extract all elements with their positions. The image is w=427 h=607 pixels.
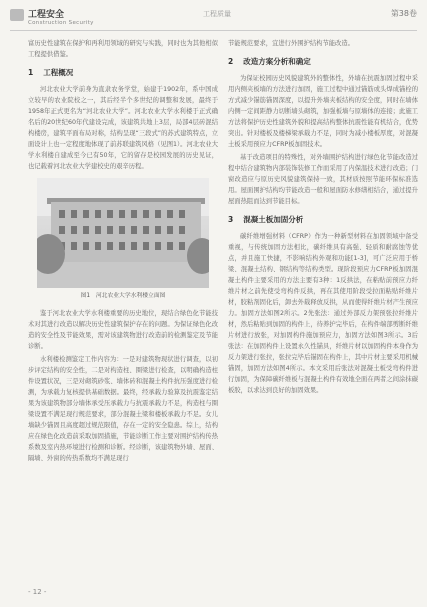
section-2-number: 2 [228, 57, 234, 66]
right-column [228, 38, 418, 398]
section-3-paragraph: 碳纤维增强材料（CFRP）作为一种新型材料在加固领域中备受重视，与传统加固方法相比，碳纤维具有高强、轻质和耐腐蚀等优点，并且施工快捷，不影响结构外观和功能[1-3]，可广泛应用于桥梁、混凝土结构、钢结构等结构类型。现阶段预应力CFRP板加固混凝土构件主要采用的方法主要有3种：1反拱法，在粘贴前预应力纤维片材之前先使受弯构件反拱，再在其使用阶段受拉面粘贴纤维片材，胶粘剂固化后，卸去外载释放反拱，从而使得纤维片材产生预应力。加固方法如图2所示。2先张法：通过外部反力架预张拉纤维片材，然后粘贴到加固的构件上，待养护完毕后，在构件端部剪断纤维片材进行放张，对加固构件施加预应力，加固方法如图3所示。3后张法：在加固构件上设置永久性锚具，纤维片材以加固构件本身作为反力架进行张拉，张拉完毕后锚固在构件上，其中片材主要采用机械锚固，加固方法如图4所示。本文采用后张法对混凝土板受弯构件进行加固，为保障碳纤维板与混凝土构件有效地全面在两者之间涂抹碳板胶，以求达到良好的加固效果。 [228, 233, 418, 394]
left-body-paragraph-1: 鉴于河北农业大学水利楼重要的历史地位，现结合绿色化节能技术对其进行改造以解决历史性建筑保护存在的问题。为保证绿色化改造的安全性及节能效果，需对该建筑物进行改造前的检测鉴定及节能诊断。 [28, 310, 218, 350]
section-2-paragraph-2: 基于改造项目的特殊性，对外墙围护结构进行绿色化节能改造过程中结合建筑物内部装饰装修工作而采用了内保温技术进行改造；门窗改造应与原历史风貌建筑保持一致，其材质按照节能环保标准选用。屋面围护结构均节能改造一般和屋面防水修缮相结合，通过提升屋面热阻而达到节能目标。 [228, 154, 418, 205]
section-1-heading [28, 67, 218, 78]
section-1-paragraph: 河北农业大学前身为直隶农务学堂，始建于1902年，系中国成立较早的农业院校之一，其后经半个多世纪的调整和发展，最终于1958年正式更名为“河北农业大学”。河北农业大学水利楼于正式确名后的20世纪60年代建设完成，该建筑共地上3层，局部4层砖混结构楼房，建筑平面布局对称，结构呈现“三段式”的苏式建筑特点，立面设计上也一定程度地体现了前苏联建筑风格（见图1）。河北农业大学水利楼自建成至今已有50年，它的留存是校园发展的历史见证，也记载着河北农业大学建校史的艰辛历程。 [28, 86, 218, 170]
section-2-title: 改造方案分析和确定 [243, 57, 311, 66]
figure-1-caption: 图1 河北农业大学水利楼立面图 [80, 293, 166, 299]
section-name: 工程质量 [203, 10, 231, 18]
left-column [28, 38, 218, 466]
left-intro-paragraph: 富历史性建筑在保护和再利用领域的研究与实践，同时也为其他相似工程提供借鉴。 [28, 40, 218, 58]
header-divider [10, 30, 417, 31]
section-1-number: 1 [28, 68, 34, 77]
journal-subtitle: Construction Security [28, 20, 94, 26]
building-photo [37, 178, 209, 288]
section-2-heading [228, 56, 418, 67]
page-number: - 12 - [28, 588, 47, 596]
right-intro-paragraph: 节能规范要求，宜进行外围护结构节能改造。 [228, 40, 354, 47]
section-3-heading [228, 214, 418, 225]
section-3-title: 混凝土板加固分析 [243, 215, 304, 224]
page-header [10, 3, 417, 31]
section-1-title: 工程概况 [43, 68, 74, 77]
volume-label: 第38卷 [390, 9, 417, 18]
section-2-paragraph-1: 为保证校园历史风貌建筑外的整体性，外墙在抗震加固过程中采用内侧夹板墙的方法进行加固，施工过程中通过锚筋或头焊成锚栓的方式减少锚筋锚固深度，以提升外墙夹板结构的安全度，同时在墙体内侧一定间距静力切断墙头砌筑，加强板墙与原墙体的连接；此施工方法将保护历史性建筑外貌和提高结构整体抗震性能有机结合，优势突出。针对楼板及楼梯梁承载力不足，同时为减小楼板厚度，对混凝土板采用预应力CFRP板加固技术。 [228, 75, 418, 148]
left-body-paragraph-2: 水利楼检测鉴定工作内容为：一是对建筑物现状进行调查，以初步评定结构的安全性，二是对构造柱、圈梁进行检查，以明确构造柱件设置状况，三是对砌筑砂浆、墙体砖和混凝土构件抗压强度进行检测，为承载力复核提供基础数据。最终，经承载力验算及抗震鉴定结果为该建筑物部分墙体承受压承载力与抗震承载力不足，构造柱与圈梁设置不满足现行规范要求，部分混凝土梁和楼板承载力不足。女儿墙缺少锚固且高度超过规范限值，存在一定的安全隐患。综上，结构应在绿色化改造前采取加固措施，节能诊断工作主要对围护结构传热系数及室内热环境进行检测和诊断。经诊断，该建筑物外墙、屋面、隔墙、外窗的传热系数均不满足现行 [28, 356, 218, 462]
journal-logo-icon [10, 9, 24, 21]
section-3-number: 3 [228, 215, 234, 224]
journal-title: 工程安全 [28, 10, 65, 20]
figure-1 [28, 178, 218, 302]
